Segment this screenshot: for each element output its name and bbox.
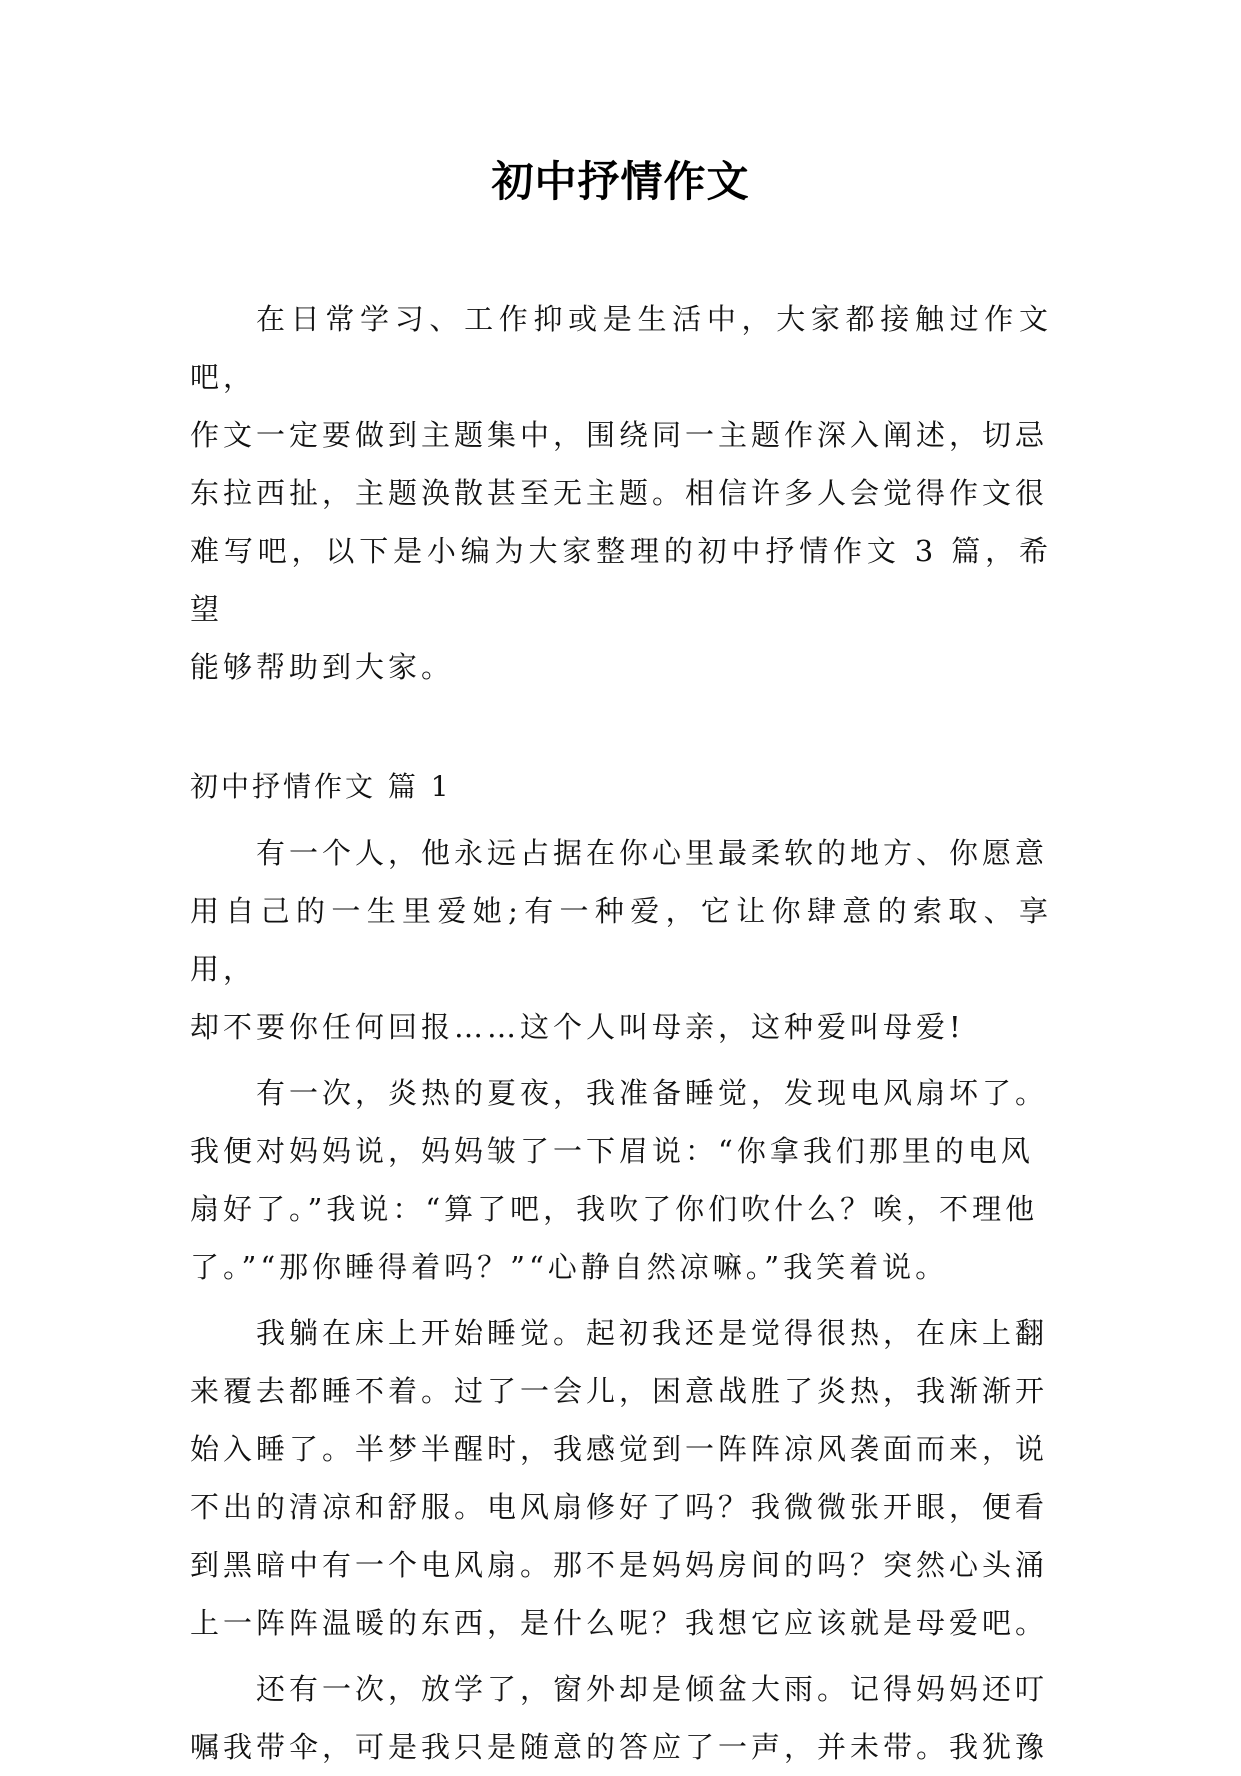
- body-paragraph: 有一次，炎热的夏夜，我准备睡觉，发现电风扇坏了。 我便对妈妈说，妈妈皱了一下眉说：“你拿我们那里的电风 扇好了。”我说：“算了吧，我吹了你们吹什么？唉，不理他 了。”“那你睡得着吗？”“心静自然凉嘛。”我笑着说。: [190, 1076, 1049, 1284]
- document-body: [190, 290, 1052, 1776]
- document-title: 初中抒情作文: [491, 157, 750, 206]
- body-paragraph: 还有一次，放学了，窗外却是倾盆大雨。记得妈妈还叮 嘱我带伞，可是我只是随意的答应了一声，并未带。我犹豫: [190, 1672, 1049, 1764]
- intro-paragraph: 在日常学习、工作抑或是生活中，大家都接触过作文吧， 作文一定要做到主题集中，围绕同一主题作深入阐述，切忌 东拉西扯，主题涣散甚至无主题。相信许多人会觉得作文很 难写吧，以下是小编为大家整理的初中抒情作文 3 篇，希望 能够帮助到大家。: [190, 302, 1052, 684]
- body-paragraph: 我躺在床上开始睡觉。起初我还是觉得很热，在床上翻 来覆去都睡不着。过了一会儿，困意战胜了炎热，我渐渐开 始入睡了。半梦半醒时，我感觉到一阵阵凉风袭面而来，说 不出的清凉和舒服。电风扇修好了吗？我微微张开眼，便看 到黑暗中有一个电风扇。那不是妈妈房间的吗？突然心头涌 上一阵阵温暖的东西，是什么呢？我想它应该就是母爱吧。: [190, 1316, 1049, 1640]
- section-heading: 初中抒情作文 篇 1: [190, 770, 452, 803]
- body-paragraph: 有一个人，他永远占据在你心里最柔软的地方、你愿意 用自己的一生里爱她;有一种爱，它让你肆意的索取、享用， 却不要你任何回报……这个人叫母亲，这种爱叫母爱!: [190, 836, 1052, 1044]
